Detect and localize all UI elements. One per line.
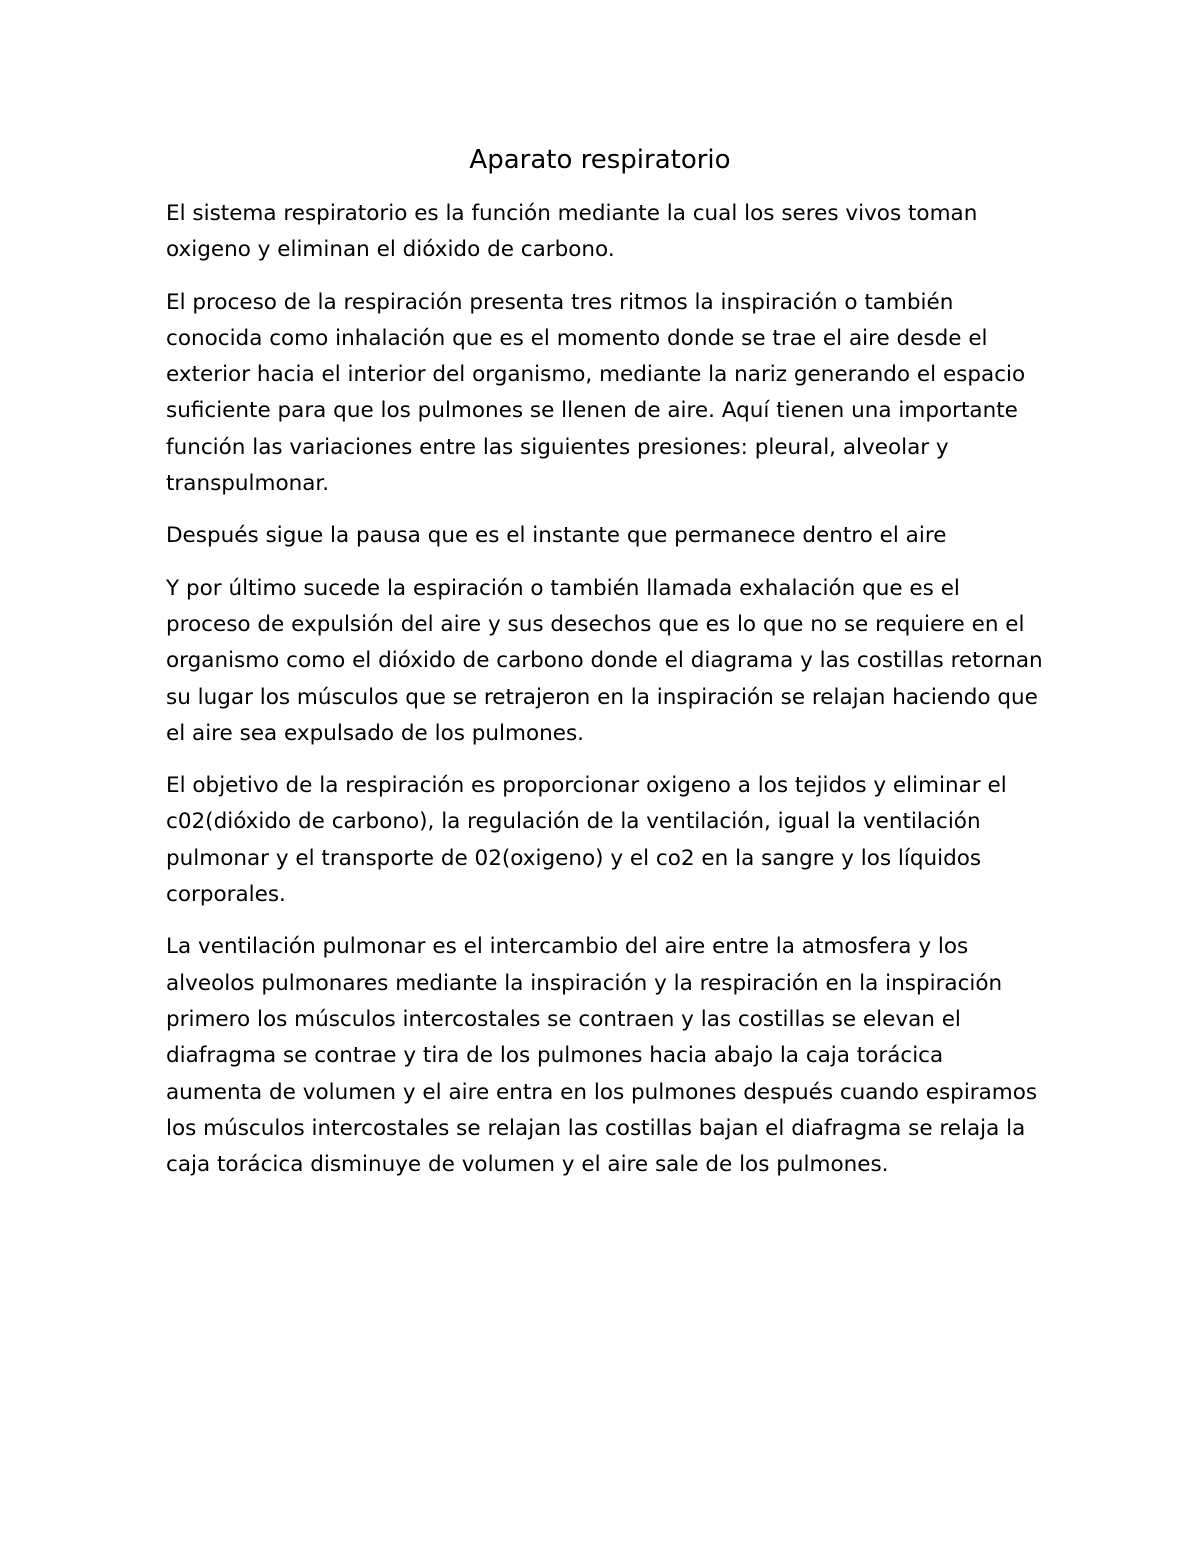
paragraph-objective: El objetivo de la respiración es proporcionar oxigeno a los tejidos y eliminar el c02(dióxido de carbono), la regulación de la ventilación, igual la ventilación pulmonar y el transporte de 02(oxigeno) y el co2 en la sangre y los líquidos corporales. <box>166 773 1007 908</box>
paragraph-pulmonary-ventilation: La ventilación pulmonar es el intercambio del aire entre la atmosfera y los alveolos pulmonares mediante la inspiración y la respiración en la inspiración primero los músculos intercostales se contraen y las costillas se elevan el diafragma se contrae y tira de los pulmones hacia abajo la caja torácica aumenta de volumen y el aire entra en los pulmones después cuando espiramos los músculos intercostales se relajan las costillas bajan el diafragma se relaja la caja torácica disminuye de volumen y el aire sale de los pulmones. <box>166 934 1038 1178</box>
paragraph-definition: El sistema respiratorio es la función mediante la cual los seres vivos toman oxigeno y eliminan el dióxido de carbono. <box>166 201 978 263</box>
document-body <box>166 196 1046 1199</box>
paragraph-inspiration: El proceso de la respiración presenta tres ritmos la inspiración o también conocida como inhalación que es el momento donde se trae el aire desde el exterior hacia el interior del organismo, mediante la nariz generando el espacio suficiente para que los pulmones se llenen de aire. Aquí tienen una importante función las variaciones entre las siguientes presiones: pleural, alveolar y transpulmonar. <box>166 289 1026 497</box>
paragraph-expiration: Y por último sucede la espiración o también llamada exhalación que es el proceso de expulsión del aire y sus desechos que es lo que no se requiere en el organismo como el dióxido de carbono donde el diagrama y las costillas retornan su lugar los músculos que se retrajeron en la inspiración se relajan haciendo que el aire sea expulsado de los pulmones. <box>166 575 1043 746</box>
document-title: Aparato respiratorio <box>469 145 731 175</box>
paragraph-pause: Después sigue la pausa que es el instante que permanece dentro el aire <box>166 523 947 549</box>
